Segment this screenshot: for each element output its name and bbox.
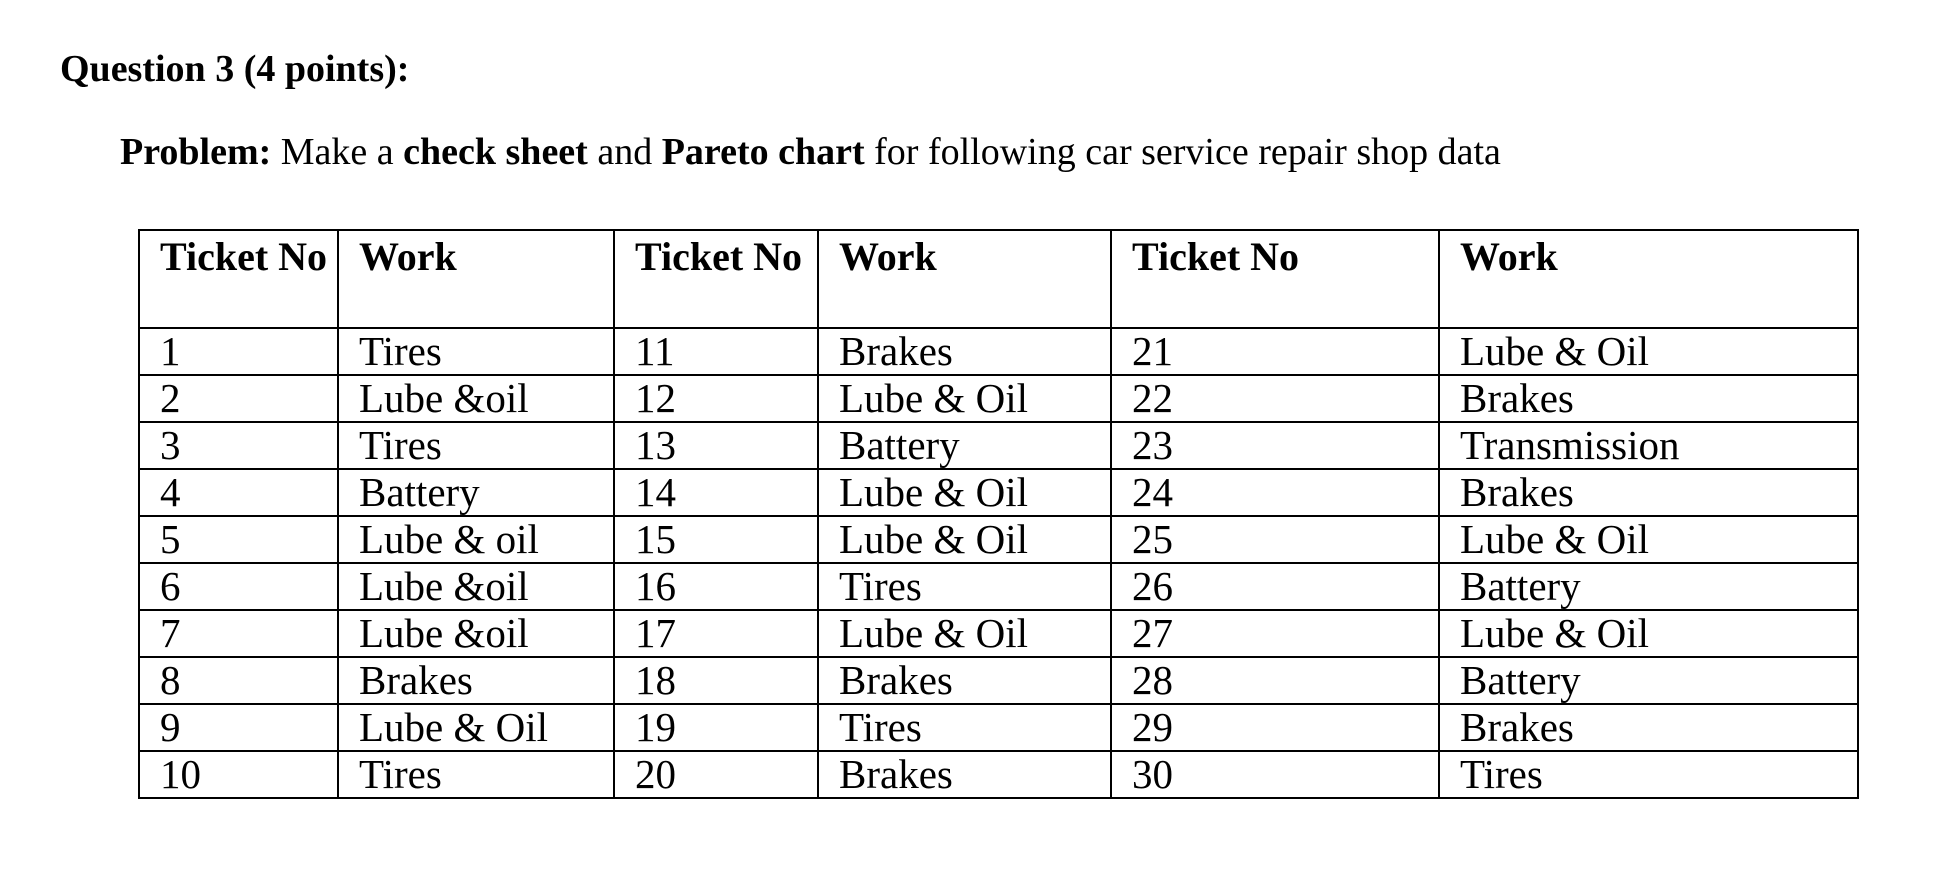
work-cell: Lube &oil [338, 563, 614, 610]
ticket-no-cell: 3 [139, 422, 338, 469]
ticket-no-cell: 17 [614, 610, 818, 657]
work-cell: Brakes [818, 751, 1111, 798]
work-cell: Brakes [818, 328, 1111, 375]
ticket-no-cell: 5 [139, 516, 338, 563]
work-cell: Lube &oil [338, 375, 614, 422]
ticket-no-cell: 10 [139, 751, 338, 798]
ticket-no-cell: 23 [1111, 422, 1439, 469]
ticket-no-cell: 7 [139, 610, 338, 657]
ticket-no-cell: 24 [1111, 469, 1439, 516]
table-row [139, 563, 1858, 610]
work-cell: Lube &oil [338, 610, 614, 657]
header-ticket-no-3: Ticket No [1111, 230, 1439, 328]
table-row [139, 375, 1858, 422]
work-cell: Tires [818, 704, 1111, 751]
work-cell: Lube & Oil [338, 704, 614, 751]
table-row [139, 657, 1858, 704]
work-cell: Brakes [1439, 469, 1858, 516]
work-cell: Battery [1439, 563, 1858, 610]
repair-data-table [138, 229, 1859, 799]
table-row [139, 328, 1858, 375]
ticket-no-cell: 26 [1111, 563, 1439, 610]
ticket-no-cell: 18 [614, 657, 818, 704]
problem-text-1: Make a [271, 131, 404, 173]
work-cell: Lube & Oil [818, 375, 1111, 422]
ticket-no-cell: 9 [139, 704, 338, 751]
work-cell: Brakes [1439, 375, 1858, 422]
ticket-no-cell: 27 [1111, 610, 1439, 657]
table-row [139, 610, 1858, 657]
ticket-no-cell: 25 [1111, 516, 1439, 563]
work-cell: Lube & Oil [818, 516, 1111, 563]
table-row [139, 516, 1858, 563]
ticket-no-cell: 15 [614, 516, 818, 563]
question-heading: Question 3 (4 points): [60, 48, 410, 90]
work-cell: Lube & Oil [1439, 610, 1858, 657]
ticket-no-cell: 14 [614, 469, 818, 516]
work-cell: Lube & Oil [818, 610, 1111, 657]
work-cell: Tires [338, 751, 614, 798]
ticket-no-cell: 29 [1111, 704, 1439, 751]
table-row [139, 469, 1858, 516]
work-cell: Brakes [1439, 704, 1858, 751]
ticket-no-cell: 11 [614, 328, 818, 375]
header-ticket-no-1: Ticket No [139, 230, 338, 328]
ticket-no-cell: 8 [139, 657, 338, 704]
ticket-no-cell: 21 [1111, 328, 1439, 375]
header-ticket-no-2: Ticket No [614, 230, 818, 328]
ticket-no-cell: 2 [139, 375, 338, 422]
ticket-no-cell: 4 [139, 469, 338, 516]
ticket-no-cell: 28 [1111, 657, 1439, 704]
work-cell: Tires [818, 563, 1111, 610]
header-work-2: Work [818, 230, 1111, 328]
problem-bold-check-sheet: check sheet [403, 131, 588, 173]
work-cell: Battery [1439, 657, 1858, 704]
work-cell: Tires [338, 422, 614, 469]
work-cell: Brakes [818, 657, 1111, 704]
problem-bold-pareto-chart: Pareto chart [661, 131, 865, 173]
work-cell: Brakes [338, 657, 614, 704]
problem-text-2: and [587, 131, 662, 173]
problem-label: Problem: [120, 131, 272, 173]
work-cell: Transmission [1439, 422, 1858, 469]
ticket-no-cell: 13 [614, 422, 818, 469]
table-row [139, 422, 1858, 469]
ticket-no-cell: 22 [1111, 375, 1439, 422]
work-cell: Battery [818, 422, 1111, 469]
table-header-row [139, 230, 1858, 328]
work-cell: Lube & Oil [1439, 516, 1858, 563]
problem-text-3: for following car service repair shop data [864, 131, 1501, 173]
header-work-3: Work [1439, 230, 1858, 328]
ticket-no-cell: 16 [614, 563, 818, 610]
ticket-no-cell: 19 [614, 704, 818, 751]
ticket-no-cell: 12 [614, 375, 818, 422]
work-cell: Lube & Oil [818, 469, 1111, 516]
table-row [139, 751, 1858, 798]
problem-statement [120, 133, 1501, 171]
ticket-no-cell: 30 [1111, 751, 1439, 798]
header-work-1: Work [338, 230, 614, 328]
table-row [139, 704, 1858, 751]
work-cell: Battery [338, 469, 614, 516]
work-cell: Tires [1439, 751, 1858, 798]
ticket-no-cell: 1 [139, 328, 338, 375]
work-cell: Tires [338, 328, 614, 375]
table-body [139, 328, 1858, 798]
ticket-no-cell: 6 [139, 563, 338, 610]
work-cell: Lube & oil [338, 516, 614, 563]
work-cell: Lube & Oil [1439, 328, 1858, 375]
ticket-no-cell: 20 [614, 751, 818, 798]
